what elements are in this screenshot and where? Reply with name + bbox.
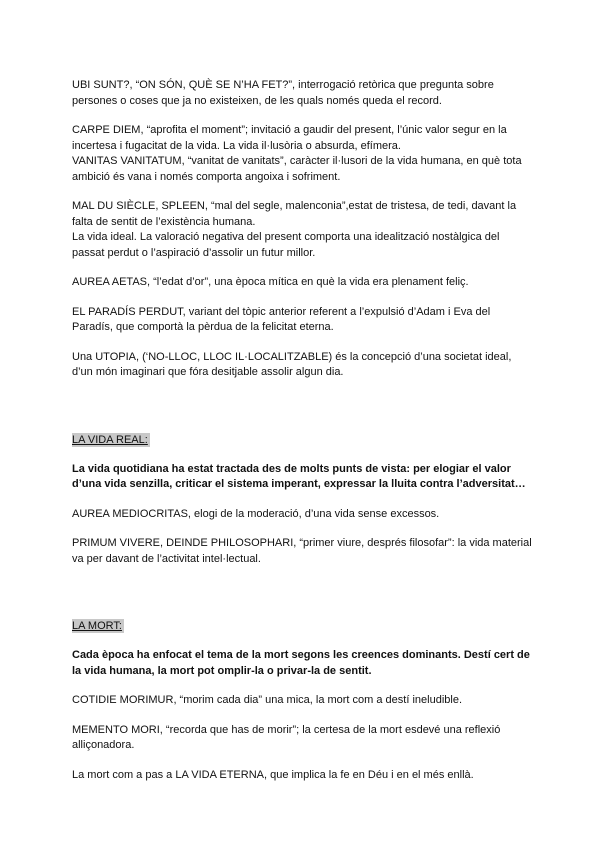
section-heading-vida-real: LA VIDA REAL: [72,433,148,446]
section-heading-mort: LA MORT: [72,620,122,632]
paragraph-vida-ideal: La vida ideal. La valoració negativa del present comporta una idealització nostàlgica del passat perdut o l’aspiració d’assolir un futur millor. [72,231,500,259]
section-lead-vida-real: La vida quotidiana ha estat tractada des de molts punts de vista: per elogiar el valor d’una vida senzilla, criticar el sistema imperant, expressar la lluita contra l’adversitat… [72,462,526,490]
paragraph-memento-mori: MEMENTO MORI, “recorda que has de morir”; la certesa de la mort esdevé una reflexió alliçonadora. [72,723,501,751]
paragraph-aurea-aetas: AUREA AETAS, “l’edat d’or”, una època mítica en què la vida era plenament feliç. [72,276,469,288]
paragraph-carpe-diem: CARPE DIEM, “aprofita el moment”; invitació a gaudir del present, l’únic valor segur en la incertesa i fugacitat de la vida. La vida il·lusòria o absurda, efímera. [72,124,507,152]
paragraph-primum-vivere: PRIMUM VIVERE, DEINDE PHILOSOPHARI, “primer viure, després filosofar”: la vida material va per davant de l’activitat intel·lectual. [72,537,532,565]
paragraph-vida-eterna: La mort com a pas a LA VIDA ETERNA, que implica la fe en Déu i en el més enllà. [72,768,474,781]
section-lead-mort: Cada època ha enfocat el tema de la mort segons les creences dominants. Destí cert de la vida humana, la mort pot omplir-la o privar-la de sentit. [72,649,530,677]
document-page [72,78,532,783]
paragraph-aurea-mediocritas: AUREA MEDIOCRITAS, elogi de la moderació, d’una vida sense excessos. [72,507,440,520]
paragraph-ubi-sunt: UBI SUNT?, “ON SÓN, QUÈ SE N’HA FET?”, interrogació retòrica que pregunta sobre persones o coses que ja no existeixen, de les quals només queda el record. [72,79,494,107]
paragraph-cotidie-morimur: COTIDIE MORIMUR, “morim cada dia” una mica, la mort com a destí ineludible. [72,694,463,706]
paragraph-utopia: Una UTOPIA, (‘NO-LLOC, LLOC IL·LOCALITZABLE) és la concepció d’una societat ideal, d’un món imaginari que fóra desitjable assolir algun dia. [72,350,512,378]
paragraph-vanitas: VANITAS VANITATUM, “vanitat de vanitats”, caràcter il·lusori de la vida humana, en què tota ambició és vana i només comporta angoixa i sofriment. [72,155,522,183]
paragraph-mal-du-siecle: MAL DU SIÈCLE, SPLEEN, “mal del segle, malenconia”,estat de tristesa, de tedi, davant la falta de sentit de l’existència humana. [72,200,517,228]
paragraph-paradis-perdut: EL PARADÍS PERDUT, variant del tòpic anterior referent a l’expulsió d’Adam i Eva del Paradís, que comportà la pèrdua de la felicitat eterna. [72,305,491,333]
